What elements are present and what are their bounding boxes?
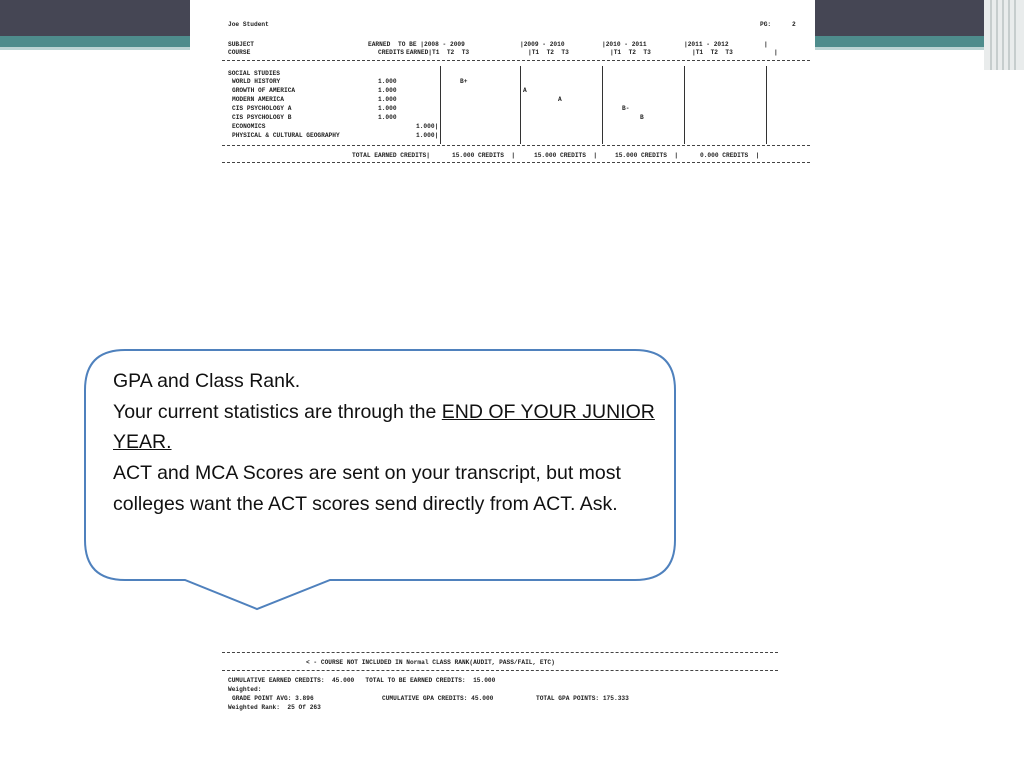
course-name: CIS PSYCHOLOGY A <box>232 105 292 112</box>
header-terms-2010: |T1 T2 T3 <box>610 49 651 56</box>
header-earned-terms: EARNED|T1 T2 T3 <box>406 49 470 56</box>
gpa-points: TOTAL GPA POINTS: 175.333 <box>536 695 629 702</box>
header-tobe-2008: TO BE |2008 - 2009 <box>398 41 465 48</box>
header-subject: SUBJECT <box>228 41 254 48</box>
header-course: COURSE <box>228 49 251 56</box>
weighted-label: Weighted: <box>228 686 262 693</box>
bubble-text <box>113 366 658 520</box>
grade-point-avg: GRADE POINT AVG: 3.896 <box>232 695 314 702</box>
course-grade: A <box>558 96 562 103</box>
course-to-be-earned: 1.000| <box>416 123 439 130</box>
course-name: WORLD HISTORY <box>232 78 281 85</box>
gpa-heading: GPA and Class Rank. <box>113 370 301 392</box>
header-earned: EARNED <box>368 41 391 48</box>
statistics-note <box>113 397 658 458</box>
header-2011: |2011 - 2012 <box>684 41 729 48</box>
course-name: PHYSICAL & CULTURAL GEOGRAPHY <box>232 132 340 139</box>
page-number: 2 <box>792 21 796 28</box>
section-title: SOCIAL STUDIES <box>228 70 280 77</box>
header-2010: |2010 - 2011 <box>602 41 647 48</box>
course-name: CIS PSYCHOLOGY B <box>232 114 292 121</box>
course-earned: 1.000 <box>378 105 397 112</box>
course-grade: A <box>523 87 527 94</box>
course-name: ECONOMICS <box>232 123 266 130</box>
total-2010: 15.000 CREDITS | <box>615 152 679 159</box>
course-to-be-earned: 1.000| <box>416 132 439 139</box>
rank-note: < - COURSE NOT INCLUDED IN Normal CLASS RANK(AUDIT, PASS/FAIL, ETC) <box>306 659 555 666</box>
header-terms-2009: |T1 T2 T3 <box>528 49 569 56</box>
course-grade: B <box>640 114 644 121</box>
header-2009: |2009 - 2010 <box>520 41 565 48</box>
course-grade: B- <box>622 105 630 112</box>
course-earned: 1.000 <box>378 96 397 103</box>
course-grade: B+ <box>460 78 468 85</box>
act-note: ACT and MCA Scores are sent on your transcript, but most colleges want the ACT scores send directly from ACT. Ask. <box>113 462 621 515</box>
course-earned: 1.000 <box>378 78 397 85</box>
course-earned: 1.000 <box>378 87 397 94</box>
total-2008: 15.000 CREDITS | <box>452 152 516 159</box>
cumulative-credits: CUMULATIVE EARNED CREDITS: 45.000 TOTAL TO BE EARNED CREDITS: 15.000 <box>228 677 496 684</box>
totals-label: TOTAL EARNED CREDITS| <box>352 152 430 159</box>
page-label: PG: <box>760 21 772 28</box>
header-terms-end: | <box>774 49 778 56</box>
header-end: | <box>764 41 768 48</box>
total-2009: 15.000 CREDITS | <box>534 152 598 159</box>
gpa-credits: CUMULATIVE GPA CREDITS: 45.000 <box>382 695 494 702</box>
junior-year-emphasis: END OF YOUR JUNIOR YEAR. <box>113 400 655 454</box>
course-name: GROWTH OF AMERICA <box>232 87 296 94</box>
header-terms-2011: |T1 T2 T3 <box>692 49 733 56</box>
total-2011: 0.000 CREDITS | <box>700 152 760 159</box>
transcript-bottom <box>222 648 778 718</box>
course-name: MODERN AMERICA <box>232 96 284 103</box>
student-name: Joe Student <box>228 21 269 28</box>
statistics-note-prefix: Your current statistics are through the <box>113 400 437 423</box>
header-credits: CREDITS <box>378 49 404 56</box>
course-earned: 1.000 <box>378 114 397 121</box>
weighted-rank: Weighted Rank: 25 Of 263 <box>228 704 321 711</box>
